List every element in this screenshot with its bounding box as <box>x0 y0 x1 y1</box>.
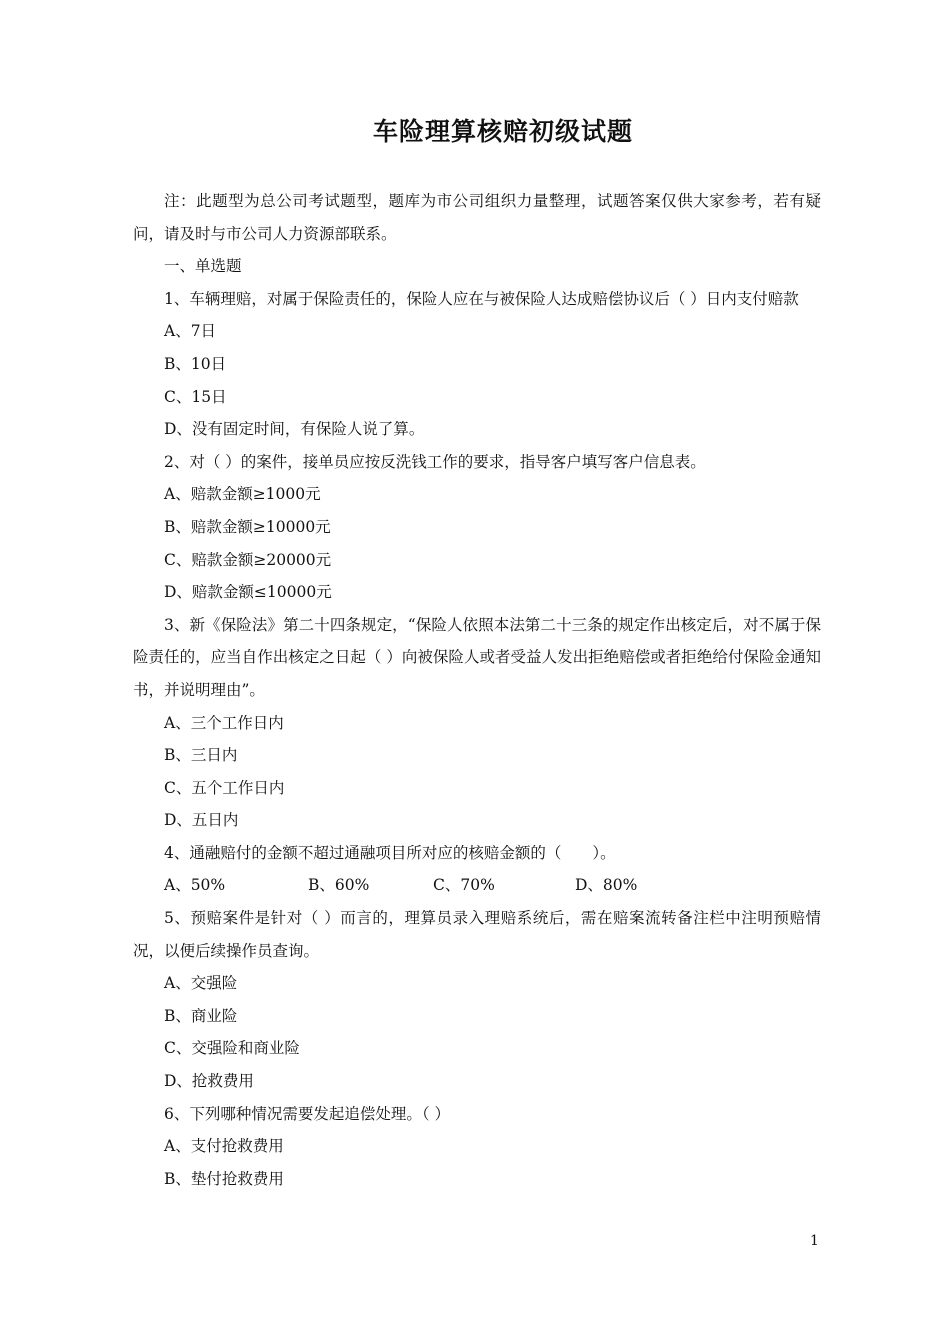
q3-option-c: C、五个工作日内 <box>164 778 285 797</box>
q4-option-d: D、80% <box>575 876 638 895</box>
q2-option-a: A、赔款金额≥1000元 <box>164 485 321 504</box>
q1-option-a: A、7日 <box>164 322 217 341</box>
q5-option-a: A、交强险 <box>164 974 238 993</box>
question-1: 1、车辆理赔，对属于保险责任的，保险人应在与被保险人达成赔偿协议后（ ）日内支付赔款 <box>164 289 799 308</box>
q3-option-b: B、三日内 <box>164 746 238 765</box>
q3-option-a: A、三个工作日内 <box>164 713 284 732</box>
q5-option-d: D、抢救费用 <box>164 1072 254 1091</box>
page-number: 1 <box>810 1233 819 1249</box>
question-5: 5、预赔案件是针对（ ）而言的，理算员录入理赔系统后，需在赔案流转备注栏中注明预赔情况，以便后续操作员查询。 <box>133 909 821 960</box>
section-heading: 一、单选题 <box>164 257 242 276</box>
q4-options-row <box>133 869 821 902</box>
q2-option-c: C、赔款金额≥20000元 <box>164 550 332 569</box>
q2-option-d: D、赔款金额≤10000元 <box>164 583 332 602</box>
q5-option-b: B、商业险 <box>164 1006 238 1025</box>
document-body <box>133 185 821 1195</box>
note-paragraph: 注：此题型为总公司考试题型，题库为市公司组织力量整理，试题答案仅供大家参考，若有疑问，请及时与市公司人力资源部联系。 <box>133 192 821 243</box>
question-2: 2、对（ ）的案件，接单员应按反洗钱工作的要求，指导客户填写客户信息表。 <box>164 452 706 471</box>
q4-option-c: C、70% <box>433 876 495 895</box>
question-6: 6、下列哪种情况需要发起追偿处理。（ ） <box>164 1104 451 1123</box>
q6-option-b: B、垫付抢救费用 <box>164 1169 284 1188</box>
question-4: 4、通融赔付的金额不超过通融项目所对应的核赔金额的（ ）。 <box>164 843 616 862</box>
q5-option-c: C、交强险和商业险 <box>164 1039 300 1058</box>
q1-option-d: D、没有固定时间，有保险人说了算。 <box>164 420 425 439</box>
q4-option-b: B、60% <box>308 876 370 895</box>
q4-option-a: A、50% <box>164 876 226 895</box>
q6-option-a: A、支付抢救费用 <box>164 1137 284 1156</box>
question-3: 3、新《保险法》第二十四条规定，“保险人依照本法第二十三条的规定作出核定后，对不属于保险责任的，应当自作出核定之日起（ ）向被保险人或者受益人发出拒绝赔偿或者拒绝给付保险金通知书，并说明理由”。 <box>133 615 821 699</box>
q1-option-b: B、10日 <box>164 354 227 373</box>
q2-option-b: B、赔款金额≥10000元 <box>164 517 331 536</box>
q1-option-c: C、15日 <box>164 387 227 406</box>
q3-option-d: D、五日内 <box>164 811 239 830</box>
document-title: 车险理算核赔初级试题 <box>372 117 633 146</box>
